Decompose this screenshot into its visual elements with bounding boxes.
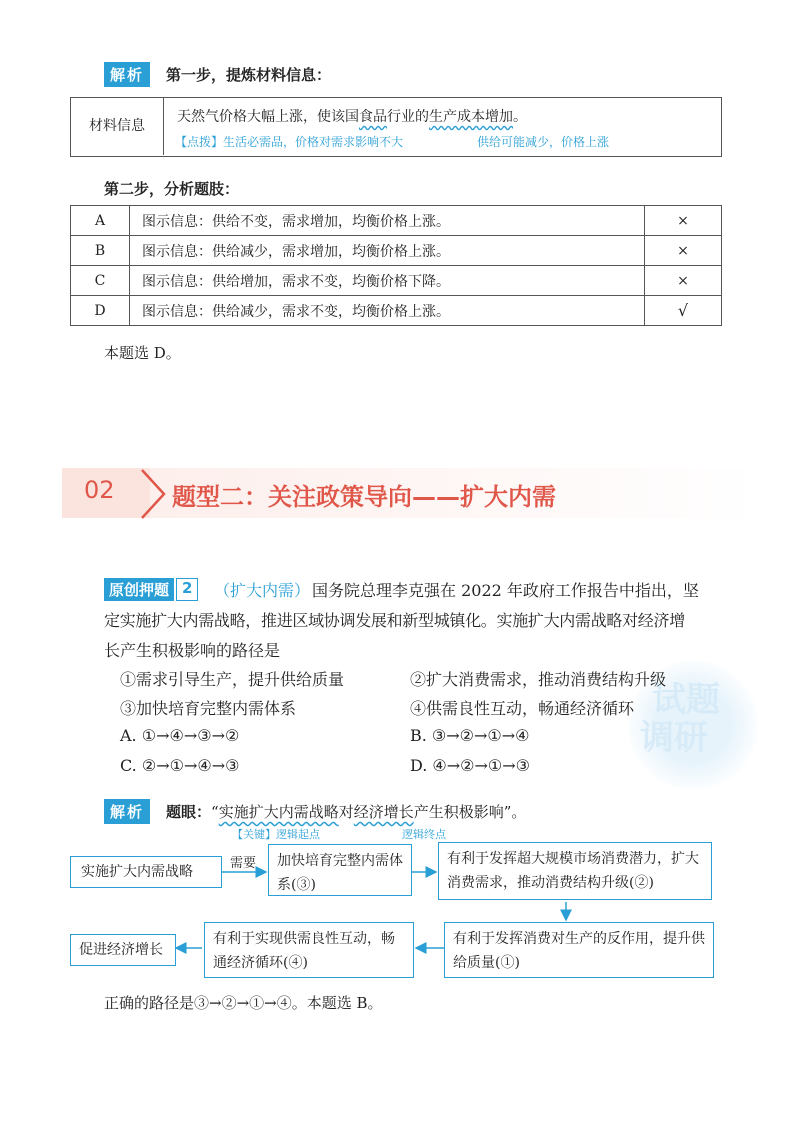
option-letter: D — [71, 296, 130, 326]
question-line: 长产生积极影响的路径是 — [104, 641, 281, 660]
table-row — [71, 236, 722, 266]
statement-3: ③加快培育完整内需体系 — [120, 699, 297, 718]
section-number: 02 — [84, 476, 115, 504]
section-title: 题型二：关注政策导向——扩大内需 — [172, 483, 556, 511]
question-tag: 原创押题 2 — [104, 578, 198, 601]
watermark-text-2: 调研 — [640, 718, 708, 758]
flow-start: 实施扩大内需战略 — [70, 856, 222, 888]
question-line: 国务院总理李克强在 2022 年政府工作报告中指出，坚 — [312, 581, 699, 600]
option-analysis-table — [70, 205, 722, 326]
option-text: 图示信息：供给减少，需求增加，均衡价格上涨。 — [130, 236, 645, 266]
handwritten-note: 【点拨】生活必需品，价格对需求影响不大 — [175, 135, 404, 149]
analysis-tag: 解析 — [104, 62, 150, 87]
answer-text: 本题选 D。 — [104, 344, 181, 362]
flow-box-3: 加快培育完整内需体系(③) — [268, 844, 412, 896]
option-mark: × — [645, 266, 722, 296]
option-text: 图示信息：供给增加，需求不变，均衡价格下降。 — [130, 266, 645, 296]
option-letter: C — [71, 266, 130, 296]
underlined-start: 实施扩大内需战略 — [218, 803, 339, 821]
step-two-heading: 第二步，分析题肢： — [104, 180, 240, 198]
watermark-text-1: 试题 — [652, 680, 720, 720]
option-text: 图示信息：供给不变，需求增加，均衡价格上涨。 — [130, 206, 645, 236]
choice-c: C. ②→①→④→③ — [120, 756, 240, 775]
option-text: 图示信息：供给减少，需求不变，均衡价格上涨。 — [130, 296, 645, 326]
option-letter: A — [71, 206, 130, 236]
question-line: 定实施扩大内需战略，推进区域协调发展和新型城镇化。实施扩大内需战略对经济增 — [104, 611, 685, 630]
handwritten-key: 【关键】逻辑起点 — [232, 828, 320, 841]
flow-end: 促进经济增长 — [70, 934, 176, 966]
flow-box-1: 有利于发挥消费对生产的反作用，提升供给质量(①) — [444, 922, 714, 978]
statement-4: ④供需良性互动，畅通经济循环 — [410, 699, 635, 718]
section-banner — [62, 466, 762, 522]
handwritten-end: 逻辑终点 — [402, 828, 446, 841]
statement-1: ①需求引导生产，提升供给质量 — [120, 670, 345, 689]
choice-b: B. ③→②→①→④ — [410, 726, 530, 745]
question-eye: 题眼：“实施扩大内需战略对经济增长产生积极影响”。 — [166, 803, 527, 821]
material-label: 材料信息 — [71, 98, 164, 155]
material-table — [70, 97, 722, 157]
option-letter: B — [71, 236, 130, 266]
table-row — [71, 206, 722, 236]
choice-d: D. ④→②→①→③ — [410, 756, 531, 775]
question-topic: （扩大内需） — [214, 581, 311, 600]
underlined-end: 经济增长 — [353, 803, 414, 821]
step-one-heading: 第一步，提炼材料信息： — [166, 66, 332, 84]
underlined-cost: 生产成本增加 — [429, 109, 513, 125]
material-text: 天然气价格大幅上涨，使该国食品行业的生产成本增加。 — [177, 109, 527, 125]
flow-box-2: 有利于发挥超大规模市场消费潜力，扩大消费需求，推动消费结构升级(②) — [438, 842, 712, 900]
table-row — [71, 266, 722, 296]
underlined-food: 食品 — [359, 109, 387, 125]
option-mark: √ — [645, 296, 722, 326]
statement-2: ②扩大消费需求，推动消费结构升级 — [410, 670, 667, 689]
conclusion-text: 正确的路径是③→②→①→④。本题选 B。 — [104, 994, 383, 1012]
flow-box-4: 有利于实现供需良性互动，畅通经济循环(④) — [204, 922, 414, 978]
analysis-tag-2: 解析 — [104, 799, 150, 824]
handwritten-note-2: 供给可能减少，价格上涨 — [477, 135, 610, 149]
flow-need-label: 需要 — [230, 856, 257, 871]
option-mark: × — [645, 236, 722, 266]
option-mark: × — [645, 206, 722, 236]
choice-a: A. ①→④→③→② — [120, 726, 240, 745]
table-row — [71, 296, 722, 326]
